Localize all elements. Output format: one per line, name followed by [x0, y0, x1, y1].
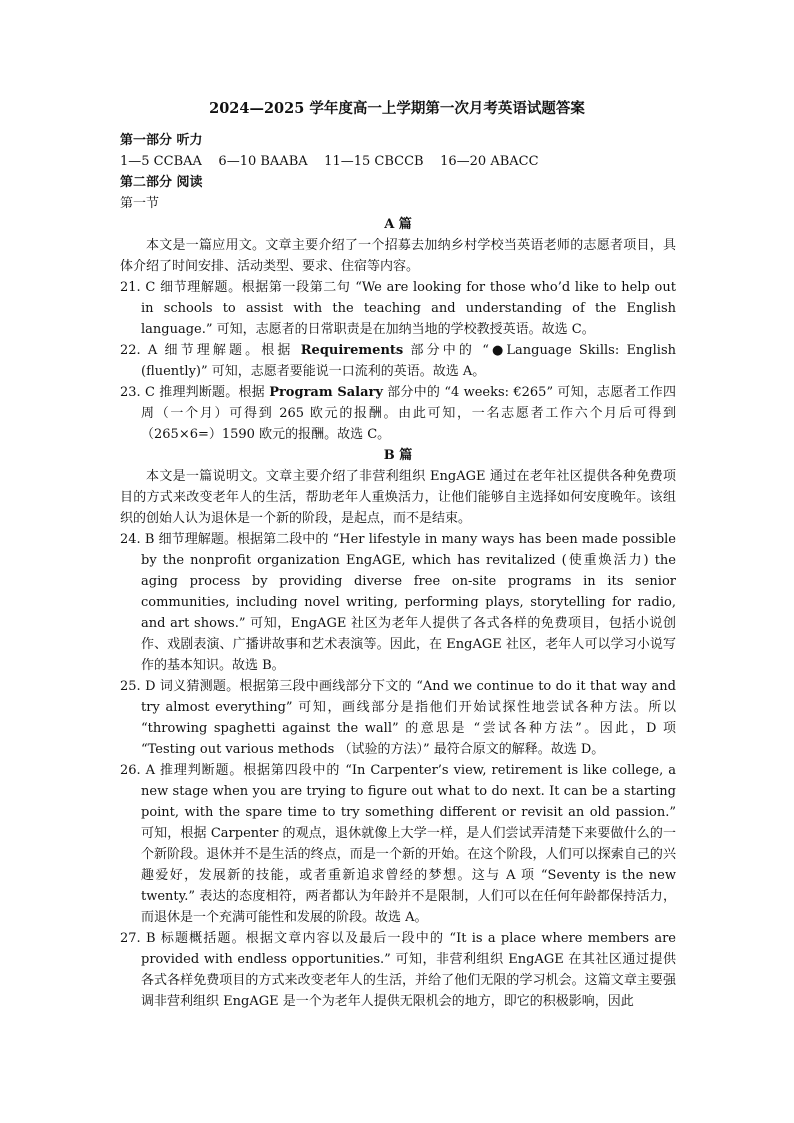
question-25: 25. D 词义猜测题。根据第三段中画线部分下文的 “And we continue to do it that way and try almost everything” 可知，画线部分是指他们开始试探性地尝试各种方法。所以 “throwing spaghetti against the wall” 的意思是 “尝试各种方法”。因此，D 项 “Testing out various methods （试验的方法）” 最符合原文的解释。故选 D。	[120, 679, 676, 757]
section-label: 第一节	[120, 196, 160, 211]
q23-text-post: 部分中的 “4 weeks: €265” 可知，志愿者工作四周（一个月）可得到 265 欧元的报酬。由此可知，一名志愿者工作六个月后可得到（265×6=）1590 欧元的报酬。故选 C。	[141, 385, 676, 442]
question-23	[120, 382, 676, 445]
page-title: 2024—2025 学年度高一上学期第一次月考英语试题答案	[209, 100, 585, 117]
passage-b-intro: 本文是一篇说明文。文章主要介绍了非营利组织 EngAGE 通过在老年社区提供各种免费项目的方式来改变老年人的生活，帮助老年人重焕活力，让他们能够自主选择如何安度晚年。该组织的创始人认为退休是一个新的阶段，是起点，而不是结束。	[120, 469, 676, 526]
document-body	[120, 130, 676, 1012]
part1-heading: 第一部分 听力	[120, 133, 203, 148]
passage-b-heading: B 篇	[383, 448, 413, 463]
q23-text-pre: 23. C 推理判断题。根据	[120, 385, 270, 400]
q22-text-post: 部分中的 “●Language Skills: English (fluently)” 可知，志愿者要能说一口流利的英语。故选 A。	[141, 343, 676, 379]
passage-a-heading: A 篇	[384, 217, 412, 232]
listening-answers: 1—5 CCBAA 6—10 BAABA 11—15 CBCCB 16—20 ABACC	[120, 154, 539, 169]
q23-bold-term: Program Salary	[269, 385, 383, 400]
q22-bold-term: Requirements	[300, 343, 404, 358]
question-21: 21. C 细节理解题。根据第一段第二句 “We are looking for those who’d like to help out in schools to assist with the teaching and understanding of the English language.” 可知，志愿者的日常职责是在加纳当地的学校教授英语。故选 C。	[120, 280, 676, 337]
q22-text-pre: 22. A 细节理解题。根据	[120, 343, 301, 358]
question-22	[120, 340, 676, 382]
question-26: 26. A 推理判断题。根据第四段中的 “In Carpenter’s view, retirement is like college, a new stage when you are trying to figure out what to do next. It can be a starting point, with the spare time to try something different or revisit an old passion.” 可知，根据 Carpenter 的观点，退休就像上大学一样，是人们尝试弄清楚下来要做什么的一个新阶段。退休并不是生活的终点，而是一个新的开始。在这个阶段，人们可以探索自己的兴趣爱好，发展新的技能，或者重新追求曾经的梦想。这与 A 项 “Seventy is the new twenty.” 表达的态度相符，两者都认为年龄并不是限制，人们可以在任何年龄都保持活力，而退休是一个充满可能性和发展的阶段。故选 A。	[120, 763, 676, 925]
question-27: 27. B 标题概括题。根据文章内容以及最后一段中的 “It is a place where members are provided with endless opportunities.” 可知，非营利组织 EngAGE 在其社区通过提供各式各样免费项目的方式来改变老年人的生活，并给了他们无限的学习机会。这篇文章主要强调非营利组织 EngAGE 是一个为老年人提供无限机会的地方，即它的积极影响，因此	[120, 931, 676, 1009]
part2-heading: 第二部分 阅读	[120, 175, 203, 190]
passage-a-intro: 本文是一篇应用文。文章主要介绍了一个招募去加纳乡村学校当英语老师的志愿者项目，具体介绍了时间安排、活动类型、要求、住宿等内容。	[120, 238, 676, 274]
question-24: 24. B 细节理解题。根据第二段中的 “Her lifestyle in many ways has been made possible by the nonprofit organization EngAGE, which has revitalized (使重焕活力) the aging process by providing diverse free on-site programs in its senior communities, including novel writing, performing plays, storytelling for radio, and art shows.” 可知，EngAGE 社区为老年人提供了各式各样的免费项目，包括小说创作、戏剧表演、广播讲故事和艺术表演等。因此，在 EngAGE 社区，老年人可以学习小说写作的基本知识。故选 B。	[120, 532, 676, 673]
